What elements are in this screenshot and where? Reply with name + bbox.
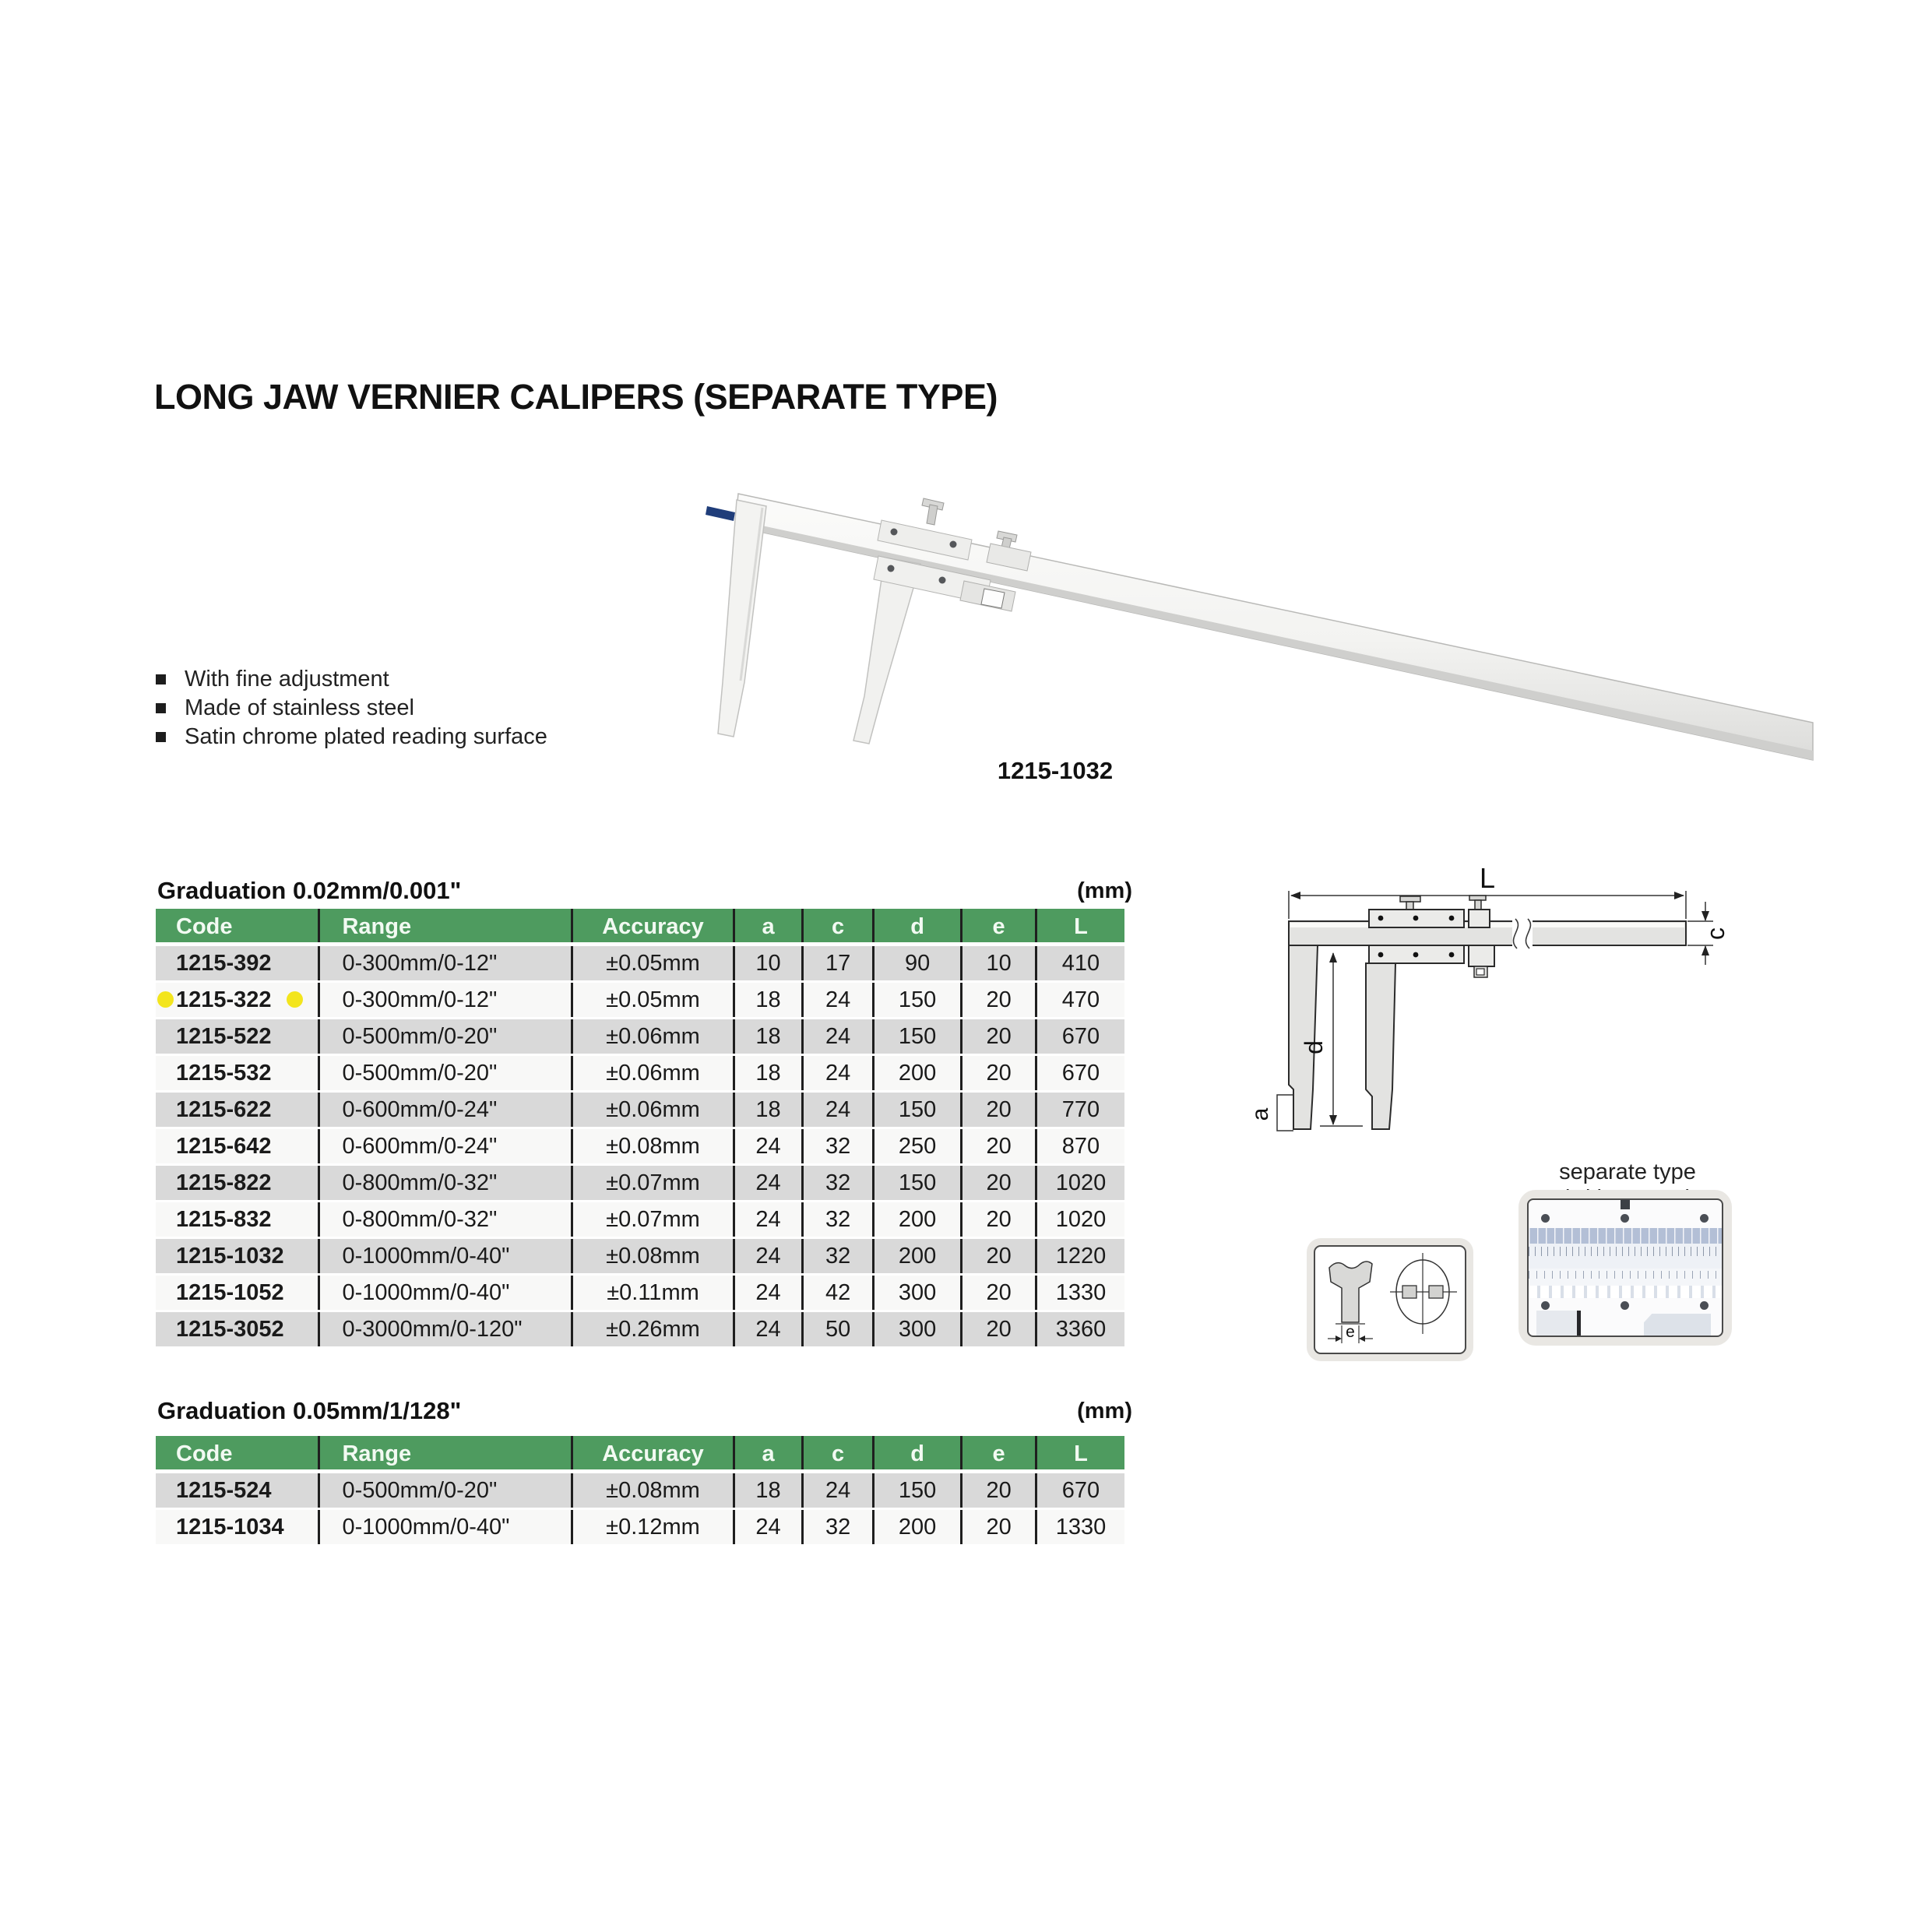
- column-header-a: a: [735, 909, 804, 942]
- beam-lower-ticks: [1089, 590, 1811, 755]
- table-cell: ±0.06mm: [573, 1019, 735, 1054]
- table-cell: 870: [1061, 1134, 1100, 1159]
- table-cell: 0-300mm/0-12": [320, 946, 573, 980]
- table-cell: 250: [875, 1129, 962, 1163]
- table-cell: 18: [735, 1473, 804, 1508]
- main-scale-band: [1529, 1228, 1722, 1244]
- feature-item: [154, 724, 699, 753]
- screw: [888, 565, 895, 572]
- table-cell: 20: [962, 1202, 1037, 1237]
- table-cell: 24: [804, 1473, 875, 1508]
- screw: [1621, 1301, 1629, 1310]
- cross-section-frame: [1307, 1238, 1473, 1361]
- table-cell: 1020: [1055, 1207, 1107, 1232]
- highlight-dot: [157, 991, 174, 1008]
- table-cell: 20: [962, 1239, 1037, 1273]
- screw: [950, 541, 957, 548]
- screw-tab: [1621, 1200, 1630, 1209]
- table-cell: 20: [962, 1510, 1037, 1544]
- table-cell: ±0.06mm: [573, 1056, 735, 1090]
- table-cell: ±0.08mm: [573, 1473, 735, 1508]
- table-cell: 18: [735, 1093, 804, 1127]
- table-cell: 32: [804, 1202, 875, 1237]
- table-cell: 150: [875, 1166, 962, 1200]
- column-header-code: Code: [156, 1436, 320, 1469]
- table-row: [156, 1056, 1124, 1093]
- highlight-dot: [287, 991, 303, 1008]
- table-cell: 300: [875, 1276, 962, 1310]
- column-header-range: Range: [320, 1436, 573, 1469]
- table-cell: 32: [804, 1166, 875, 1200]
- table-cell: 20: [962, 1056, 1037, 1090]
- bullet-square-icon: [156, 703, 166, 713]
- screw: [891, 529, 898, 536]
- cell-code: 1215-3052: [156, 1312, 320, 1346]
- table-cell: 20: [962, 1166, 1037, 1200]
- dimension-a: [1248, 1095, 1293, 1131]
- cell-code: 1215-532: [156, 1056, 320, 1090]
- table-cell: 200: [875, 1239, 962, 1273]
- table-row: [156, 1473, 1124, 1510]
- table-cell: 150: [875, 983, 962, 1017]
- screw: [1700, 1214, 1709, 1223]
- spec-table-1: [156, 909, 1124, 1349]
- table-cell: 24: [735, 1129, 804, 1163]
- table-header-row: [156, 909, 1124, 946]
- table-cell: 18: [735, 983, 804, 1017]
- table-row: [156, 1312, 1124, 1349]
- table-cell: 20: [962, 1093, 1037, 1127]
- feature-list: [154, 667, 699, 753]
- table-cell: 300: [875, 1312, 962, 1346]
- table-cell: 90: [875, 946, 962, 980]
- table2-unit: (mm): [1077, 1399, 1132, 1423]
- table-cell: 24: [735, 1276, 804, 1310]
- label-L: L: [1479, 862, 1496, 894]
- table-cell: 32: [804, 1239, 875, 1273]
- column-header-accuracy: Accuracy: [573, 909, 735, 942]
- table-row: [156, 1202, 1124, 1239]
- column-header-d: d: [875, 909, 962, 942]
- table-cell: 470: [1061, 987, 1100, 1012]
- sliding-jaw-outline: [1366, 963, 1395, 1129]
- label-c: c: [1701, 927, 1730, 940]
- table-cell: 42: [804, 1276, 875, 1310]
- table-cell: 200: [875, 1202, 962, 1237]
- thumb-screw-stem: [927, 505, 938, 525]
- cell-code: 1215-1034: [156, 1510, 320, 1544]
- clamp-knob: [981, 589, 1005, 608]
- table-cell: 0-600mm/0-24": [320, 1129, 573, 1163]
- table-cell: 0-300mm/0-12": [320, 983, 573, 1017]
- feature-text: Made of stainless steel: [185, 695, 414, 720]
- table-cell: 0-800mm/0-32": [320, 1166, 573, 1200]
- table-cell: 17: [804, 946, 875, 980]
- vernier-ticks: [1529, 1244, 1722, 1269]
- table-cell: 20: [962, 983, 1037, 1017]
- table-cell: ±0.07mm: [573, 1166, 735, 1200]
- table-row: [156, 1510, 1124, 1547]
- screw: [1541, 1301, 1550, 1310]
- column-header-l: L: [1074, 1441, 1088, 1466]
- cross-section-diagram: [1315, 1247, 1465, 1353]
- cell-code: 1215-1032: [156, 1239, 320, 1273]
- table-row: [156, 1019, 1124, 1056]
- slider-edge-right: [1644, 1314, 1711, 1336]
- table-cell: 670: [1061, 1478, 1100, 1503]
- table-cell: 770: [1061, 1097, 1100, 1122]
- table-cell: ±0.08mm: [573, 1129, 735, 1163]
- table-row: [156, 1239, 1124, 1276]
- table-cell: 0-500mm/0-20": [320, 1019, 573, 1054]
- slider-edge-left: [1536, 1311, 1581, 1336]
- separate-type-line1: separate type: [1559, 1160, 1696, 1184]
- insize-logo: [706, 506, 735, 521]
- tick-blocks: [1529, 1286, 1722, 1298]
- table-cell: 0-3000mm/0-120": [320, 1312, 573, 1346]
- cell-code: 1215-832: [156, 1202, 320, 1237]
- column-header-c: c: [804, 1436, 875, 1469]
- label-d: d: [1300, 1040, 1328, 1054]
- bullet-square-icon: [156, 674, 166, 684]
- table-cell: 18: [735, 1019, 804, 1054]
- column-header-a: a: [735, 1436, 804, 1469]
- table-cell: 50: [804, 1312, 875, 1346]
- table-row: [156, 1276, 1124, 1312]
- label-e: e: [1346, 1323, 1355, 1341]
- table-cell: ±0.26mm: [573, 1312, 735, 1346]
- table-cell: 670: [1061, 1024, 1100, 1049]
- page-title: LONG JAW VERNIER CALIPERS (SEPARATE TYPE): [154, 377, 998, 417]
- table-cell: 32: [804, 1129, 875, 1163]
- column-header-e: e: [962, 909, 1037, 942]
- beam-section-symbol: [1390, 1253, 1457, 1334]
- table-cell: ±0.05mm: [573, 946, 735, 980]
- table-row: [156, 1166, 1124, 1202]
- cell-code: 1215-1052: [156, 1276, 320, 1310]
- table-cell: 24: [735, 1166, 804, 1200]
- table-cell: ±0.11mm: [573, 1276, 735, 1310]
- column-header-accuracy: Accuracy: [573, 1436, 735, 1469]
- column-header-e: e: [962, 1436, 1037, 1469]
- jaw-cross-section: [1329, 1262, 1372, 1322]
- table-cell: 150: [875, 1019, 962, 1054]
- table1-heading: Graduation 0.02mm/0.001": [157, 877, 462, 904]
- table-cell: 1220: [1055, 1244, 1107, 1269]
- column-header-d: d: [875, 1436, 962, 1469]
- table-cell: 32: [804, 1510, 875, 1544]
- table-cell: 18: [735, 1056, 804, 1090]
- feature-item: [154, 695, 699, 724]
- feature-item: [154, 667, 699, 695]
- table-row: [156, 1093, 1124, 1129]
- table-cell: ±0.05mm: [573, 983, 735, 1017]
- table-row: [156, 1129, 1124, 1166]
- table-cell: 24: [804, 1056, 875, 1090]
- screw: [1621, 1214, 1629, 1223]
- table-cell: 150: [875, 1093, 962, 1127]
- table-cell: 24: [804, 1093, 875, 1127]
- cell-code: 1215-392: [156, 946, 320, 980]
- table-row: [156, 983, 1124, 1019]
- table-cell: 0-500mm/0-20": [320, 1473, 573, 1508]
- product-photo: [685, 466, 1869, 793]
- column-header-code: Code: [156, 909, 320, 942]
- table1-unit: (mm): [1077, 878, 1132, 903]
- feature-text: With fine adjustment: [185, 667, 389, 692]
- table-cell: 10: [962, 946, 1037, 980]
- screw: [1700, 1301, 1709, 1310]
- table2-heading: Graduation 0.05mm/1/128": [157, 1397, 462, 1424]
- table-cell: 24: [735, 1202, 804, 1237]
- vernier-photo: [1527, 1198, 1723, 1337]
- column-header-l: L: [1074, 914, 1088, 939]
- table-cell: 20: [962, 1312, 1037, 1346]
- table-cell: 20: [962, 1129, 1037, 1163]
- screw: [1541, 1214, 1550, 1223]
- table-cell: 670: [1061, 1061, 1100, 1086]
- vernier-photo-frame: [1519, 1190, 1732, 1346]
- product-code-caption: 1215-1032: [997, 757, 1114, 784]
- vernier-ticks-2: [1529, 1269, 1722, 1286]
- cell-code: 1215-822: [156, 1166, 320, 1200]
- cell-code: 1215-642: [156, 1129, 320, 1163]
- table-cell: 20: [962, 1276, 1037, 1310]
- column-header-c: c: [804, 909, 875, 942]
- dimension-c: [1687, 902, 1730, 965]
- table-cell: 150: [875, 1473, 962, 1508]
- cell-code: 1215-524: [156, 1473, 320, 1508]
- table-cell: 24: [735, 1312, 804, 1346]
- column-header-range: Range: [320, 909, 573, 942]
- spec-table-2: [156, 1436, 1124, 1547]
- table-cell: ±0.06mm: [573, 1093, 735, 1127]
- table-cell: ±0.12mm: [573, 1510, 735, 1544]
- feature-text: Satin chrome plated reading surface: [185, 724, 547, 749]
- table-cell: 0-800mm/0-32": [320, 1202, 573, 1237]
- table-cell: 24: [735, 1239, 804, 1273]
- table-cell: 3360: [1055, 1317, 1107, 1342]
- caliper-photo: [706, 494, 1813, 760]
- table-cell: 24: [804, 1019, 875, 1054]
- table-cell: 410: [1061, 951, 1100, 976]
- cell-code: 1215-522: [156, 1019, 320, 1054]
- table-cell: 1330: [1055, 1515, 1107, 1540]
- table-cell: 0-500mm/0-20": [320, 1056, 573, 1090]
- dimension-drawing: [1246, 857, 1838, 1184]
- fixed-jaw-outline: [1289, 945, 1318, 1129]
- table-cell: 24: [804, 983, 875, 1017]
- table-cell: 0-1000mm/0-40": [320, 1510, 573, 1544]
- table-cell: 0-1000mm/0-40": [320, 1239, 573, 1273]
- table-cell: 0-600mm/0-24": [320, 1093, 573, 1127]
- label-a: a: [1248, 1107, 1273, 1121]
- table-cell: 1330: [1055, 1280, 1107, 1305]
- table-cell: 20: [962, 1019, 1037, 1054]
- table-cell: 1020: [1055, 1170, 1107, 1195]
- cell-code: 1215-322: [156, 983, 320, 1017]
- table-header-row: [156, 1436, 1124, 1473]
- beam-break: [1512, 919, 1533, 948]
- table-cell: 10: [735, 946, 804, 980]
- cell-code: 1215-622: [156, 1093, 320, 1127]
- dimension-e: [1328, 1323, 1373, 1343]
- table-cell: ±0.07mm: [573, 1202, 735, 1237]
- bullet-square-icon: [156, 732, 166, 742]
- table-cell: 200: [875, 1056, 962, 1090]
- table-cell: 0-1000mm/0-40": [320, 1276, 573, 1310]
- table-row: [156, 946, 1124, 983]
- table-cell: 20: [962, 1473, 1037, 1508]
- screw: [939, 577, 946, 584]
- table-cell: 24: [735, 1510, 804, 1544]
- table-cell: ±0.08mm: [573, 1239, 735, 1273]
- table-cell: 200: [875, 1510, 962, 1544]
